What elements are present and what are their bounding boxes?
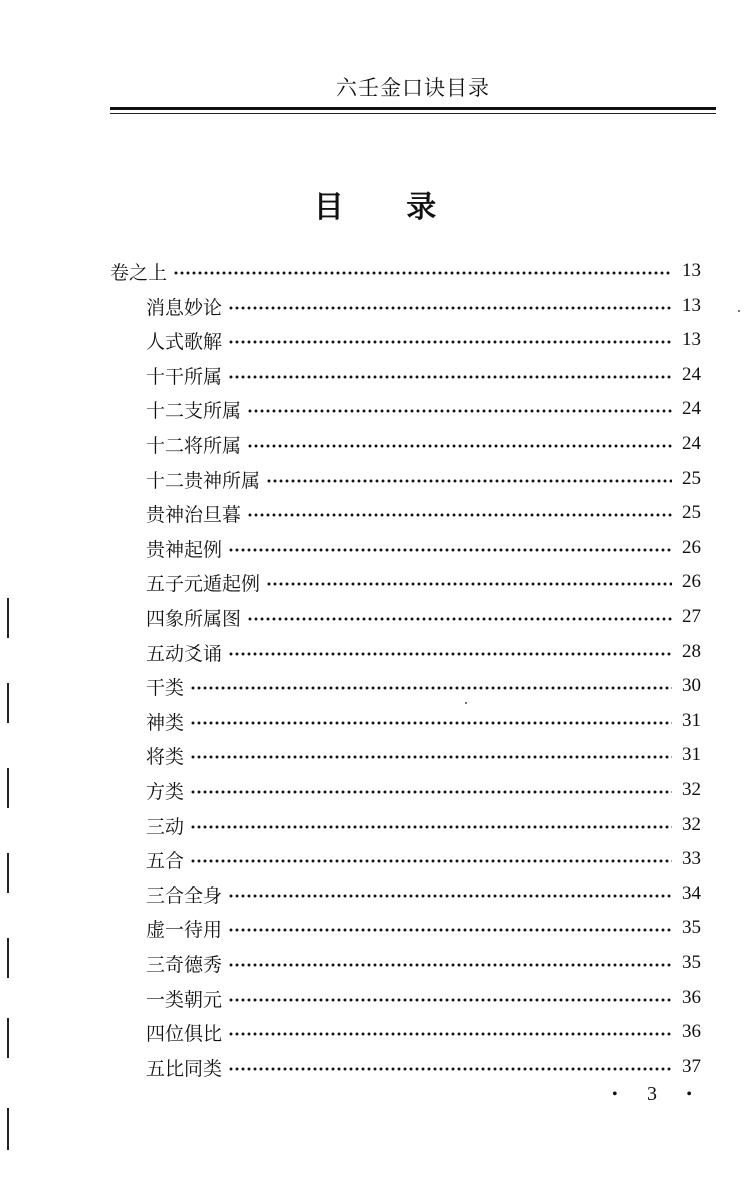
toc-entry-label: 十二贵神所属	[146, 469, 261, 492]
toc-entry-label: 十二将所属	[146, 434, 242, 457]
toc-entry-page: 13	[682, 295, 701, 316]
toc-entry	[146, 358, 716, 392]
toc-entry	[146, 600, 716, 634]
toc-entry-label: 一类朝元	[146, 988, 223, 1011]
dot-leader	[190, 686, 672, 690]
toc-entry-label: 方类	[146, 780, 185, 803]
toc-entry-page: 36	[682, 987, 701, 1008]
dot-leader	[173, 271, 672, 275]
toc-entry	[146, 842, 716, 876]
toc-entry-label: 贵神治旦暮	[146, 503, 242, 526]
toc-entry-page: 35	[682, 917, 701, 938]
scan-mark	[7, 938, 9, 978]
toc-entry-label: 神类	[146, 711, 185, 734]
dot-leader	[228, 652, 672, 656]
toc-entry-label: 三动	[146, 815, 185, 838]
dot-leader	[247, 617, 672, 621]
toc-entry-page: 25	[682, 502, 701, 523]
toc-entry	[146, 946, 716, 980]
toc-entry	[146, 738, 716, 772]
scan-speck	[738, 310, 740, 312]
toc-entry	[146, 1050, 716, 1084]
toc-entry	[146, 531, 716, 565]
toc-entry	[146, 289, 716, 323]
scan-mark	[7, 1108, 9, 1150]
toc-entry-label: 五合	[146, 849, 185, 872]
toc-entry	[146, 808, 716, 842]
dot-leader	[228, 998, 672, 1002]
dot-leader	[228, 548, 672, 552]
toc-entry-page: 31	[682, 744, 701, 765]
dot-leader	[228, 928, 672, 932]
dot-leader	[228, 1032, 672, 1036]
scan-mark	[7, 598, 9, 638]
toc-entry-label: 四象所属图	[146, 607, 242, 630]
toc-entry	[146, 877, 716, 911]
toc-entry	[146, 496, 716, 530]
toc-entry	[146, 981, 716, 1015]
toc-entry-page: 24	[682, 398, 701, 419]
dot-leader	[228, 340, 672, 344]
header-rule-thick	[110, 107, 716, 110]
dot-leader	[228, 1067, 672, 1071]
scan-mark	[7, 1018, 9, 1058]
toc-entry-page: 36	[682, 1021, 701, 1042]
folio	[612, 1083, 692, 1106]
toc-entry-page: 31	[682, 710, 701, 731]
toc-entry	[146, 911, 716, 945]
toc-entry-label: 消息妙论	[146, 296, 223, 319]
toc-entry-page: 37	[682, 1056, 701, 1077]
dot-leader	[228, 894, 672, 898]
folio-dot-left: •	[612, 1085, 618, 1103]
dot-leader	[247, 409, 672, 413]
scan-mark	[7, 768, 9, 808]
dot-leader	[190, 755, 672, 759]
toc-entry	[146, 704, 716, 738]
dot-leader	[190, 825, 672, 829]
toc-entry-page: 26	[682, 537, 701, 558]
dot-leader	[228, 375, 672, 379]
running-head: 六壬金口诀目录	[336, 76, 490, 100]
toc-entry	[146, 565, 716, 599]
scan-speck	[465, 702, 467, 704]
toc-entry-label: 三合全身	[146, 884, 223, 907]
toc-entry-page: 24	[682, 433, 701, 454]
toc-entry-page: 28	[682, 641, 701, 662]
toc-entry-page: 27	[682, 606, 701, 627]
toc-entry-page: 13	[682, 260, 701, 281]
toc-entry-label: 三奇德秀	[146, 953, 223, 976]
toc-entry-label: 四位俱比	[146, 1022, 223, 1045]
toc-entry	[146, 427, 716, 461]
toc-entry	[146, 773, 716, 807]
dot-leader	[228, 306, 672, 310]
toc-entry-label: 人式歌解	[146, 330, 223, 353]
toc-entry-page: 32	[682, 779, 701, 800]
toc-entry-page: 34	[682, 883, 701, 904]
toc-entry-page: 13	[682, 329, 701, 350]
toc-entry-label: 十干所属	[146, 365, 223, 388]
folio-dot-right: •	[686, 1085, 692, 1103]
toc-entry-page: 35	[682, 952, 701, 973]
toc-entry-label: 卷之上	[110, 261, 168, 284]
page-title: 目 录	[313, 190, 463, 225]
toc-entry-page: 25	[682, 468, 701, 489]
toc-section-heading	[110, 254, 716, 288]
toc-entry-label: 五比同类	[146, 1057, 223, 1080]
toc-entry-page: 30	[682, 675, 701, 696]
dot-leader	[247, 444, 672, 448]
toc-entry	[146, 462, 716, 496]
toc-entry	[146, 392, 716, 426]
dot-leader	[190, 721, 672, 725]
header-rule-thin	[110, 113, 716, 114]
page-number: 3	[647, 1083, 657, 1105]
dot-leader	[190, 790, 672, 794]
toc-entry	[146, 1015, 716, 1049]
toc-entry-label: 十二支所属	[146, 399, 242, 422]
toc-entry-label: 五动爻诵	[146, 642, 223, 665]
toc-entry	[146, 323, 716, 357]
toc-entry	[146, 635, 716, 669]
dot-leader	[190, 859, 672, 863]
dot-leader	[266, 479, 672, 483]
scan-mark	[7, 853, 9, 893]
dot-leader	[247, 513, 672, 517]
toc-entry-page: 33	[682, 848, 701, 869]
toc-entry-label: 五子元遁起例	[146, 572, 261, 595]
toc-entry-label: 虚一待用	[146, 918, 223, 941]
toc-entry-label: 干类	[146, 676, 185, 699]
dot-leader	[266, 582, 672, 586]
toc-entry-page: 24	[682, 364, 701, 385]
toc-entry-page: 32	[682, 814, 701, 835]
toc-entry-page: 26	[682, 571, 701, 592]
toc-entry	[146, 669, 716, 703]
dot-leader	[228, 963, 672, 967]
scan-mark	[7, 683, 9, 723]
toc-entry-label: 将类	[146, 745, 185, 768]
toc-entry-label: 贵神起例	[146, 538, 223, 561]
